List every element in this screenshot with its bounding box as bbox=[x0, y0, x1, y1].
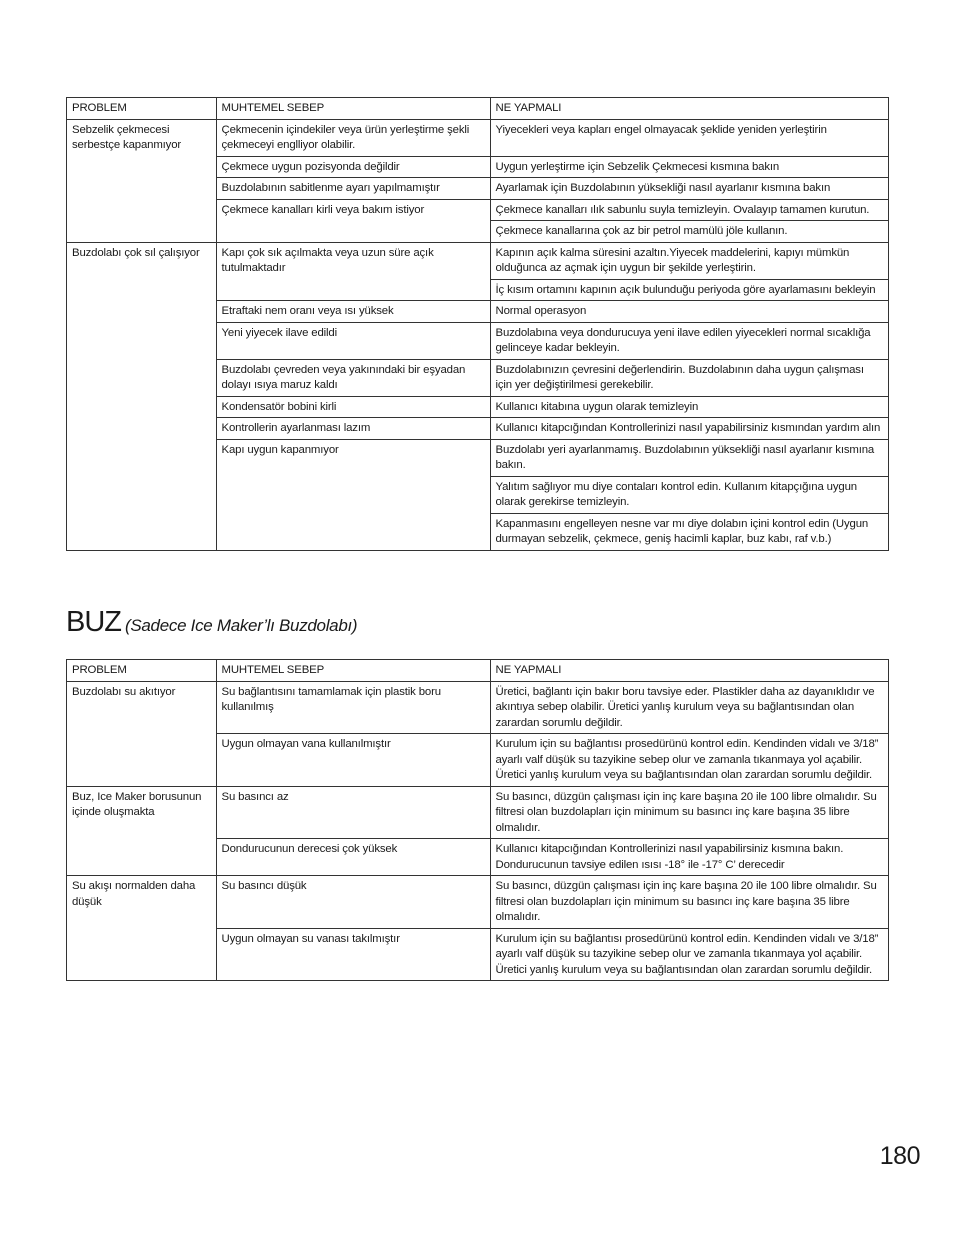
fix-cell: Kapanmasını engelleyen nesne var mı diye dolabın içini kontrol edin (Uygun durmayan sebzelik, çekmece, geniş hacimli kaplar, buz kabı, raf v.b.) bbox=[490, 513, 888, 550]
section-title bbox=[66, 606, 357, 639]
cause-cell: Kondensatör bobini kirli bbox=[216, 396, 490, 418]
table-header-row bbox=[67, 98, 888, 119]
cause-cell: Su basıncı düşük bbox=[216, 876, 490, 929]
cause-cell: Uygun olmayan su vanası takılmıştır bbox=[216, 928, 490, 980]
fix-cell: Kullanıcı kitabına uygun olarak temizleyin bbox=[490, 396, 888, 418]
troubleshooting-table-refrigerator bbox=[67, 98, 888, 550]
fix-cell: Ayarlamak için Buzdolabının yüksekliği nasıl ayarlanır kısmına bakın bbox=[490, 178, 888, 200]
fix-cell: Buzdolabınızın çevresini değerlendirin. Buzdolabının daha uygun çalışması için yer değiştirilmesi gerekebilir. bbox=[490, 359, 888, 396]
fix-cell: Kapının açık kalma süresini azaltın.Yiyecek maddelerini, kapıyı mümkün olduğunca az açmak için uygun bir şekilde yerleştirin. bbox=[490, 242, 888, 279]
fix-cell: Kurulum için su bağlantısı prosedürünü kontrol edin. Kendinden vidalı ve 3/18” ayarlı valf düşük su tazyikine sebep olur ve zamanla tıkanmaya yol açabilir. Üretici yanlış kurulum veya su bağlantısından olan zarardan sorumlu değildir. bbox=[490, 734, 888, 787]
cause-cell: Çekmece uygun pozisyonda değildir bbox=[216, 156, 490, 178]
cause-cell: Su basıncı az bbox=[216, 786, 490, 839]
cause-cell: Kapı çok sık açılmakta veya uzun süre açık tutulmaktadır bbox=[216, 242, 490, 301]
fix-cell: Üretici, bağlantı için bakır boru tavsiye eder. Plastikler daha az dayanıklıdır ve akıntıya sebep olabilir. Üretici yanlış kurulum veya su bağlantısından olan zarardan sorumlu değildir. bbox=[490, 681, 888, 734]
cause-cell: Dondurucunun derecesi çok yüksek bbox=[216, 839, 490, 876]
problem-cell: Buzdolabı çok sıl çalışıyor bbox=[72, 246, 200, 259]
table-row bbox=[67, 242, 888, 279]
fix-cell: Çekmece kanalları ılık sabunlu suyla temizleyin. Ovalayıp tamamen kurutun. bbox=[490, 199, 888, 221]
problem-cell: Buzdolabı su akıtıyor bbox=[67, 681, 216, 786]
page-number: 180 bbox=[879, 1142, 920, 1170]
problem-cell: Buz, Ice Maker borusunun içinde oluşmakta bbox=[67, 786, 216, 876]
fix-cell: Buzdolabı yeri ayarlanmamış. Buzdolabının yüksekliği nasıl ayarlanır kısmına bakın. bbox=[490, 439, 888, 476]
section-title-subtitle: (Sadece Ice Maker’lı Buzdolabı) bbox=[125, 616, 358, 635]
header-fix: NE YAPMALI bbox=[490, 660, 888, 681]
fix-cell: Kullanıcı kitapcığından Kontrollerinizi nasıl yapabilirsiniz kısmından yardım alın bbox=[490, 418, 888, 440]
cause-cell: Çekmece kanalları kirli veya bakım istiyor bbox=[216, 199, 490, 242]
cause-cell: Uygun olmayan vana kullanılmıştır bbox=[216, 734, 490, 787]
cause-cell: Kapı uygun kapanmıyor bbox=[216, 439, 490, 550]
header-cause: MUHTEMEL SEBEP bbox=[216, 660, 490, 681]
header-fix: NE YAPMALI bbox=[490, 98, 888, 119]
table-row bbox=[67, 786, 888, 839]
fix-cell: Çekmece kanallarına çok az bir petrol mamülü jöle kullanın. bbox=[490, 221, 888, 243]
fix-cell: İç kısım ortamını kapının açık bulunduğu periyoda göre ayarlamasını bekleyin bbox=[490, 279, 888, 301]
table-row bbox=[67, 681, 888, 734]
fix-cell: Kurulum için su bağlantısı prosedürünü kontrol edin. Kendinden vidalı ve 3/18” ayarlı valf düşük su tazyikine sebep olur ve zamanla tıkanmaya yol açabilir. Üretici yanlış kurulum veya su bağlantısından olan zarardan sorumlu değildir. bbox=[490, 928, 888, 980]
troubleshooting-table-ice bbox=[67, 660, 888, 980]
table-row bbox=[67, 119, 888, 156]
fix-cell: Normal operasyon bbox=[490, 301, 888, 323]
fix-cell: Yiyecekleri veya kapları engel olmayacak şeklide yeniden yerleştirin bbox=[490, 119, 888, 156]
header-problem: PROBLEM bbox=[67, 660, 216, 681]
header-problem: PROBLEM bbox=[67, 98, 216, 119]
fix-cell: Su basıncı, düzgün çalışması için inç kare başına 20 ile 100 libre olmalıdır. Su filtresi olan buzdolapları için minimum su basıncı inç kare başına 35 libre olmalıdır. bbox=[490, 876, 888, 929]
cause-cell: Etraftaki nem oranı veya ısı yüksek bbox=[216, 301, 490, 323]
fix-cell: Kullanıcı kitapcığından Kontrollerinizi nasıl yapabilirsiniz kısmına bakın. Dondurucunun tavsiye edilen ısısı -18° ile -17° C’ derecedir bbox=[490, 839, 888, 876]
cause-cell: Buzdolabı çevreden veya yakınındaki bir eşyadan dolayı ısıya maruz kaldı bbox=[216, 359, 490, 396]
problem-cell: Sebzelik çekmecesi serbestçe kapanmıyor bbox=[67, 119, 216, 242]
cause-cell: Su bağlantısını tamamlamak için plastik boru kullanılmış bbox=[216, 681, 490, 734]
fix-cell: Yalıtım sağlıyor mu diye contaları kontrol edin. Kullanım kitapçığına uygun olarak gerekirse temizleyin. bbox=[490, 476, 888, 513]
table-row bbox=[67, 876, 888, 929]
header-cause: MUHTEMEL SEBEP bbox=[216, 98, 490, 119]
cause-cell: Çekmecenin içindekiler veya ürün yerleştirme şekli çekmeceyi englliyor olabilir. bbox=[216, 119, 490, 156]
cause-cell: Yeni yiyecek ilave edildi bbox=[216, 322, 490, 359]
fix-cell: Buzdolabına veya dondurucuya yeni ilave edilen yiyecekleri normal sıcaklığa gelinceye kadar bekleyin. bbox=[490, 322, 888, 359]
problem-cell: Su akışı normalden daha düşük bbox=[72, 880, 196, 908]
cause-cell: Buzdolabının sabitlenme ayarı yapılmamıştır bbox=[216, 178, 490, 200]
fix-cell: Su basıncı, düzgün çalışması için inç kare başına 20 ile 100 libre olmalıdır. Su filtresi olan buzdolapları için minimum su basıncı inç kare başına 35 libre olmalıdır. bbox=[490, 786, 888, 839]
table-header-row bbox=[67, 660, 888, 681]
fix-cell: Uygun yerleştirme için Sebzelik Çekmecesi kısmına bakın bbox=[490, 156, 888, 178]
cause-cell: Kontrollerin ayarlanması lazım bbox=[216, 418, 490, 440]
section-title-main: BUZ bbox=[66, 606, 121, 638]
